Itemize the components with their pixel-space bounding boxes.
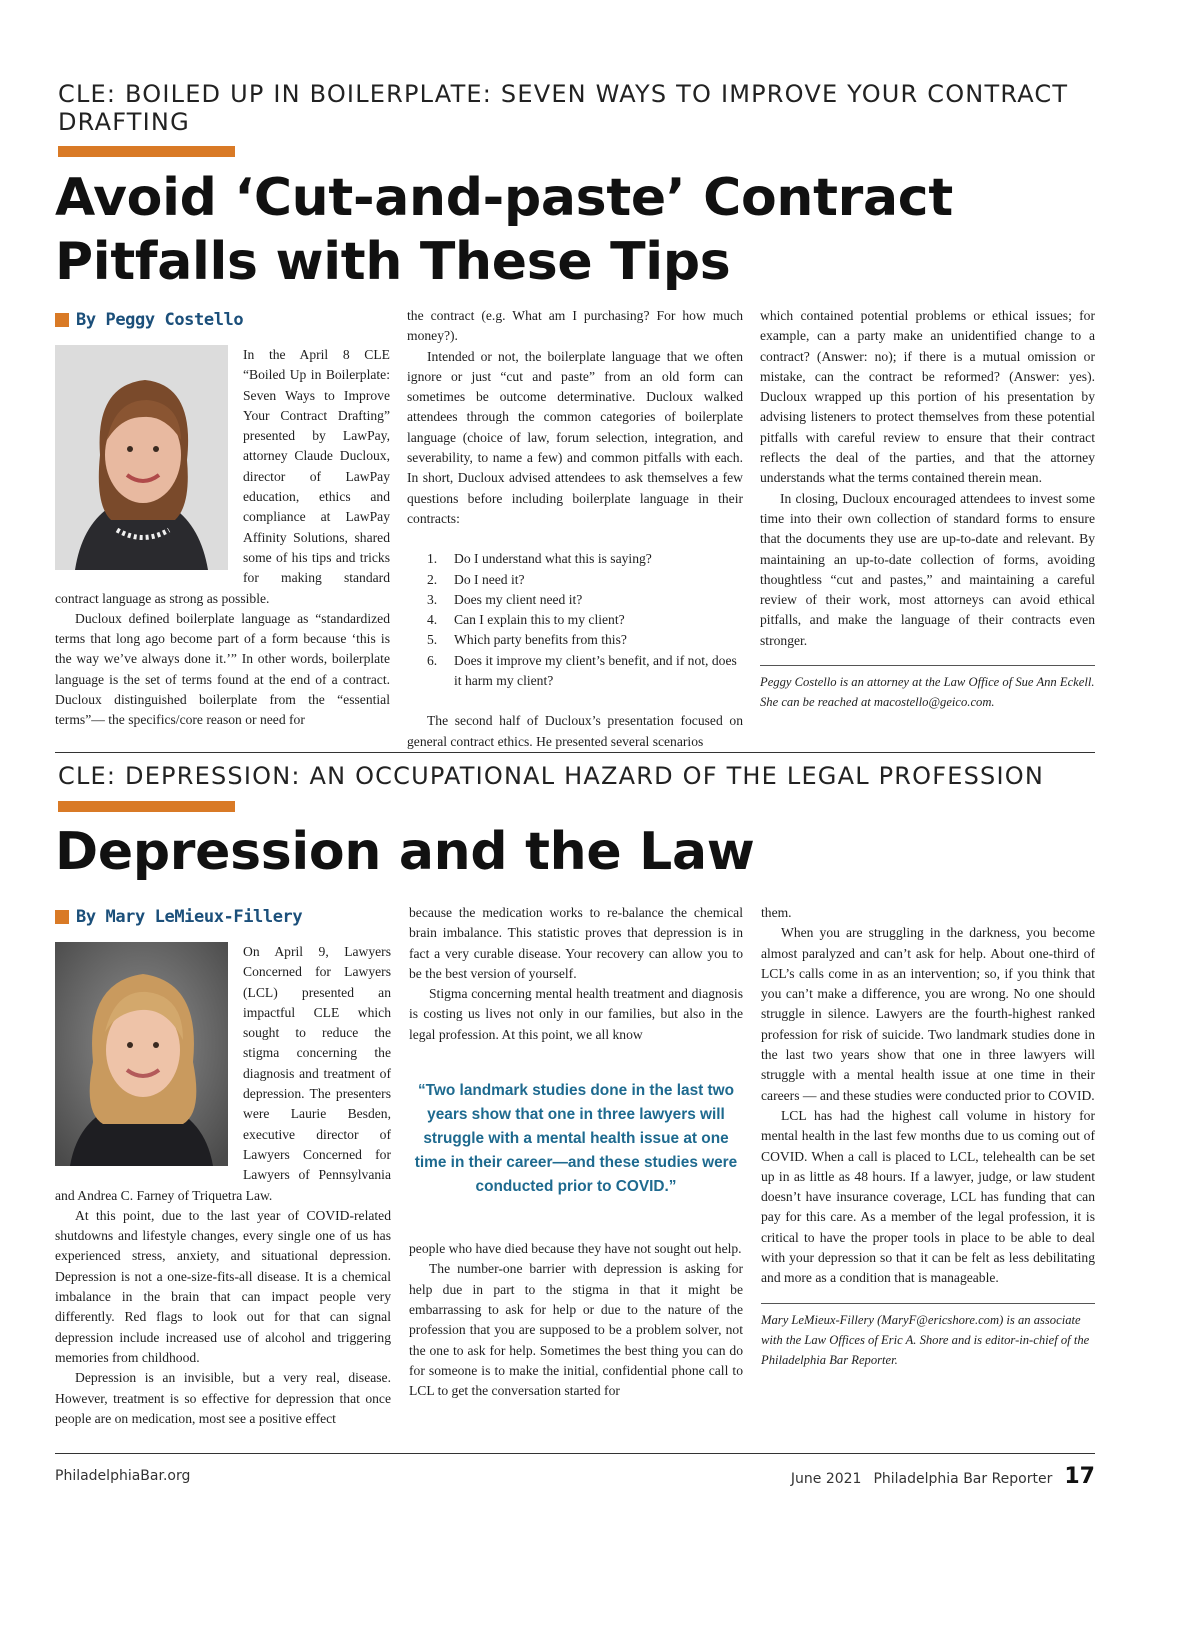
article1-accent-bar: [58, 146, 235, 157]
article1-author-note: Peggy Costello is an attorney at the Law Office of Sue Ann Eckell. She can be reached at macostello@geico.com.: [760, 665, 1095, 712]
article2-col1-paragraph-3: Depression is an invisible, but a very real, disease. However, treatment is so effective for depression that once people are on medication, most see a positive effect: [55, 1370, 391, 1426]
article2-col2-paragraph-3: people who have died because they have not sought out help.: [409, 1241, 742, 1257]
section-divider: [55, 752, 1095, 753]
article1-col1-paragraph-2: Ducloux defined boilerplate language as “standardized terms that long ago become part of a form because ‘this is the way we’ve always done it.’” In other words, boilerplate language is the set of terms found at the end of a contract. Ducloux distinguished boilerplate from the “essential terms”— the specifics/core reason or need for: [55, 610, 390, 728]
article1-column-2: [407, 306, 743, 752]
list-item: 1. Do I understand what this is saying?: [427, 551, 652, 567]
footer-date: June 2021: [790, 1471, 862, 1487]
article1-author-photo: [55, 345, 228, 570]
article2-col3-paragraph-1: them.: [761, 905, 792, 920]
article1-col1-paragraph-1: In the April 8 CLE “Boiled Up in Boilerplate: Seven Ways to Improve Your Contract Drafting” presented by LawPay, attorney Claude Ducloux, director of LawPay education, ethics and compliance at LawPay Affinity Solutions, shared some of his tips and tricks for making standard contract language as strong as possible.: [55, 347, 390, 606]
article2-col1-paragraph-1: On April 9, Lawyers Concerned for Lawyers (LCL) presented an impactful CLE which sought to reduce the stigma concerning the diagnosis and treatment of depression. The presenters were Laurie Besden, executive director of Lawyers Concerned for Lawyers of Pennsylvania and Andrea C. Farney of Triquetra Law.: [55, 944, 391, 1203]
article1-headline: Avoid ‘Cut-and-paste’ Contract Pitfalls with These Tips: [55, 168, 953, 292]
article2-col3-paragraph-3: LCL has had the highest call volume in history for mental health in the last few months due to us coming out of COVID. When a call is placed to LCL, telehealth can be set up in as little as 48 hours. If a lawyer, judge, or law student doesn’t have insurance coverage, LCL has funding that can pay for this care. As a member of the legal profession, it is critical to have the proper tools in place to be able to deal with your depression so that it can be felt as less debilitating and more as a condition that is manageable.: [761, 1107, 1095, 1286]
article1-col2-paragraph-1: the contract (e.g. What am I purchasing? For how much money?).: [407, 308, 743, 344]
article2-accent-bar: [58, 801, 235, 812]
article2-author-photo: [55, 942, 228, 1166]
article2-col2-paragraph-4: The number-one barrier with depression is asking for help due in part to the stigma in that it might be embarrassing to ask for help or due to the nature of the profession that you are supposed to be a problem solver, not the one to ask for help. Sometimes the best thing you can do for someone is to make the initial, confidential phone call to LCL to get the conversation started for: [409, 1261, 743, 1399]
article2-byline-text: By Mary LeMieux-Fillery: [76, 907, 303, 927]
list-item: 2. Do I need it?: [427, 571, 525, 587]
article2-col2-paragraph-2: Stigma concerning mental health treatment and diagnosis is costing us lives not only in our families, but also in the legal profession. At this point, we all know: [409, 986, 743, 1042]
footer-issue-info: [791, 1464, 1095, 1489]
article2-col3-paragraph-2: When you are struggling in the darkness, you become almost paralyzed and can’t ask for help. About one-third of LCL’s calls come in as an intervention; so, if you think that you can’t make a difference, you are wrong. No one should struggle in silence. Lawyers are the fourth-highest ranked profession for risk of suicide. Two landmark studies done in the last two years show that one in three lawyers will struggle with a mental health issue at one time in their careers — and these studies were conducted prior to COVID.: [761, 925, 1095, 1103]
article2-column-3: [761, 903, 1095, 1370]
article1-col2-paragraph-3: The second half of Ducloux’s presentation focused on general contract ethics. He presented several scenarios: [407, 713, 743, 749]
list-item: 4. Can I explain this to my client?: [427, 612, 625, 628]
footer-divider: [55, 1453, 1095, 1454]
list-item: 3. Does my client need it?: [427, 591, 583, 607]
page-number: 17: [1064, 1464, 1095, 1489]
page-footer: [55, 1464, 1095, 1494]
footer-site-link[interactable]: PhiladelphiaBar.org: [55, 1468, 191, 1484]
article2-kicker: CLE: DEPRESSION: AN OCCUPATIONAL HAZARD OF THE LEGAL PROFESSION: [58, 762, 1045, 790]
article2-author-note: Mary LeMieux-Fillery (MaryF@ericshore.com) is an associate with the Law Offices of Eric A. Shore and is editor-in-chief of the Philadelphia Bar Reporter.: [761, 1303, 1095, 1370]
byline-square-icon: [55, 910, 69, 924]
list-item: 5. Which party benefits from this?: [427, 632, 627, 648]
article2-col2-paragraph-1: because the medication works to re-balance the chemical brain imbalance. This statistic proves that depression is in fact a very curable disease. Your recovery can allow you to be the best version of yourself.: [409, 905, 743, 981]
article1-kicker: CLE: BOILED UP IN BOILERPLATE: SEVEN WAYS TO IMPROVE YOUR CONTRACT DRAFTING: [58, 80, 1069, 136]
article2-byline: [55, 906, 302, 928]
article1-col2-paragraph-2: Intended or not, the boilerplate language that we often ignore or just “cut and paste” from an old form can sometimes be outcome determinative. Ducloux walked attendees through the common categories of boilerplate language (choice of law, forum selection, integration, and severability, to name a few) and common pitfalls with each. In short, Ducloux advised attendees to ask themselves a few questions before including boilerplate language in their contracts:: [407, 348, 743, 526]
article2-column-1: [55, 942, 391, 1429]
article1-column-1: [55, 345, 390, 731]
article1-col3-paragraph-1: which contained potential problems or ethical issues; for example, can a party make an unidentified change to a contract? (Answer: no); if there is a mutual omission or mistake, can the contract be reformed? (Answer: yes). Ducloux wrapped up this portion of his presentation by advising listeners to protect themselves from these potential pitfalls with careful review to ensure that their contract reflects the deal of the parties, and that the attorney understands what the terms contained therein mean.: [760, 308, 1095, 486]
article1-question-list: [407, 549, 743, 691]
list-item: 6. Does it improve my client’s benefit, and if not, does it harm my client?: [427, 652, 737, 689]
article2-pull-quote: “Two landmark studies done in the last two years show that one in three lawyers will struggle with a mental health issue at one time in their career—and these studies were conducted prior to COVID.”: [414, 1082, 738, 1196]
article2-col1-paragraph-2: At this point, due to the last year of COVID-related shutdowns and lifestyle changes, every single one of us has experienced stress, anxiety, and situational depression. Depression is not a one-size-fits-all disease. It is a chemical imbalance in the brain that can impact people very differently. Red flags to look out for that can signal depression include increased use of alcohol and triggering memories from childhood.: [55, 1207, 391, 1365]
article1-col3-paragraph-2: In closing, Ducloux encouraged attendees to invest some time into their own collection of standard forms to ensure that the documents they use are up-to-date and relevant. By maintaining an up-to-date collection of forms, avoiding thoughtless “cut and pastes,” and maintaining a careful review of their work, most attorneys can avoid ethical pitfalls, and make the language of their contracts even stronger.: [760, 490, 1095, 648]
byline-square-icon: [55, 313, 69, 327]
article2-headline: Depression and the Law: [55, 822, 755, 882]
footer-publication: Philadelphia Bar Reporter: [873, 1471, 1053, 1487]
article2-column-2: [409, 903, 743, 1401]
article1-byline-text: By Peggy Costello: [76, 310, 244, 330]
article1-column-3: [760, 306, 1095, 712]
article1-byline: [55, 309, 243, 331]
